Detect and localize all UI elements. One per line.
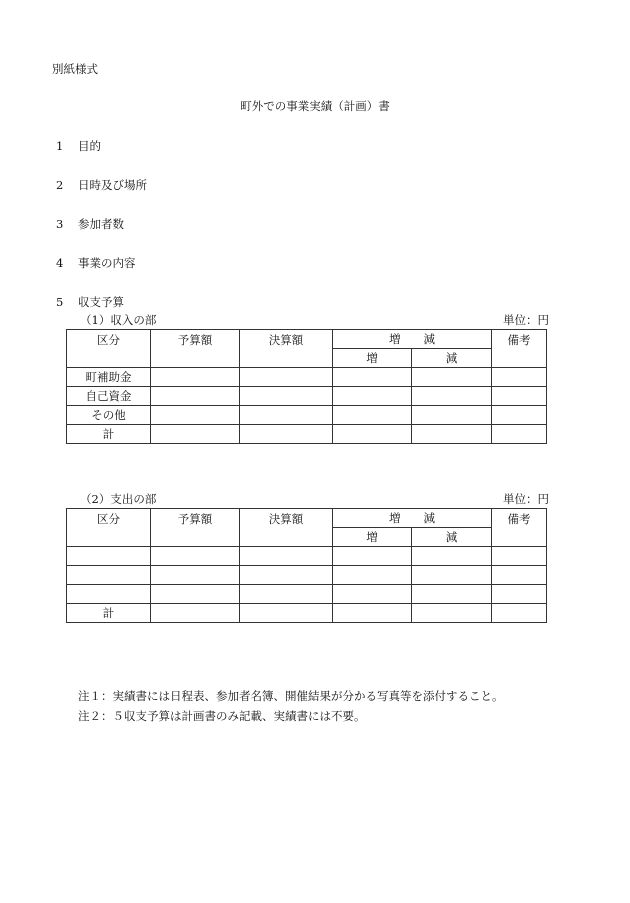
table-cell: [412, 387, 492, 406]
section-content: [56, 255, 136, 271]
income-unit-label: 単位：円: [503, 313, 549, 327]
header-change: 増 減: [333, 509, 492, 528]
header-remarks: 備考: [492, 509, 547, 547]
table-cell: [333, 585, 412, 604]
table-cell: [333, 387, 412, 406]
table-cell: [151, 406, 240, 425]
section-number: 1: [56, 139, 64, 153]
note-1: 注１：実績書には日程表、参加者名簿、開催結果が分かる写真等を添付すること。: [78, 689, 504, 703]
table-row-total: [67, 425, 547, 444]
table-cell: [240, 425, 333, 444]
table-cell: [333, 425, 412, 444]
header-settlement: 決算額: [240, 330, 333, 368]
table-row: [67, 585, 547, 604]
row-label: [67, 566, 151, 585]
section-participants: [56, 216, 124, 232]
table-cell: [240, 547, 333, 566]
table-cell: [151, 387, 240, 406]
section-number: 4: [56, 256, 64, 270]
section-number: 2: [56, 178, 64, 192]
table-cell: [333, 368, 412, 387]
section-number: 5: [56, 295, 64, 309]
table-cell: [412, 425, 492, 444]
row-label: その他: [67, 406, 151, 425]
income-table: [66, 329, 547, 444]
table-cell: [240, 406, 333, 425]
header-increase: 増: [333, 349, 412, 368]
table-cell: [240, 604, 333, 623]
table-cell: [333, 406, 412, 425]
table-row: [67, 547, 547, 566]
row-label: 計: [67, 604, 151, 623]
note-2: 注２：５収支予算は計画書のみ記載、実績書には不要。: [78, 709, 366, 723]
table-row: [67, 387, 547, 406]
table-cell: [412, 604, 492, 623]
table-cell: [240, 387, 333, 406]
section-budget: [56, 294, 124, 310]
table-cell: [333, 566, 412, 585]
notes: [78, 686, 504, 726]
row-label: 計: [67, 425, 151, 444]
table-cell: [412, 406, 492, 425]
table-row-total: [67, 604, 547, 623]
table-cell: [412, 368, 492, 387]
header-decrease: 減: [412, 349, 492, 368]
header-increase: 増: [333, 528, 412, 547]
table-cell: [333, 547, 412, 566]
table-header-row: [67, 509, 547, 528]
section-purpose: [56, 138, 101, 154]
table-cell: [412, 585, 492, 604]
section-label: 目的: [78, 139, 101, 153]
table-header-row: [67, 330, 547, 349]
table-cell: [151, 547, 240, 566]
income-section-label: （1）収入の部: [80, 313, 157, 327]
expense-section-label: （2）支出の部: [80, 492, 157, 506]
table-cell: [151, 368, 240, 387]
row-label: 町補助金: [67, 368, 151, 387]
table-row: [67, 406, 547, 425]
header-settlement: 決算額: [240, 509, 333, 547]
header-budget: 予算額: [151, 509, 240, 547]
table-cell: [333, 604, 412, 623]
row-label: 自己資金: [67, 387, 151, 406]
table-cell: [492, 368, 547, 387]
header-remarks: 備考: [492, 330, 547, 368]
table-cell: [151, 566, 240, 585]
header-change: 増 減: [333, 330, 492, 349]
row-label: [67, 547, 151, 566]
section-label: 収支予算: [78, 295, 124, 309]
section-label: 事業の内容: [78, 256, 136, 270]
table-cell: [492, 406, 547, 425]
section-number: 3: [56, 217, 64, 231]
table-cell: [151, 585, 240, 604]
section-label: 参加者数: [78, 217, 124, 231]
expense-table: [66, 508, 547, 623]
row-label: [67, 585, 151, 604]
table-cell: [240, 585, 333, 604]
table-cell: [492, 585, 547, 604]
section-label: 日時及び場所: [78, 178, 147, 192]
table-cell: [492, 387, 547, 406]
header-category: 区分: [67, 330, 151, 368]
table-cell: [151, 425, 240, 444]
table-row: [67, 368, 547, 387]
header-budget: 予算額: [151, 330, 240, 368]
expense-unit-label: 単位：円: [503, 492, 549, 506]
table-cell: [151, 604, 240, 623]
table-cell: [412, 547, 492, 566]
table-row: [67, 566, 547, 585]
section-datetime-place: [56, 177, 147, 193]
table-cell: [412, 566, 492, 585]
document-title: 町外での事業実績（計画）書: [240, 99, 390, 113]
table-cell: [492, 425, 547, 444]
table-cell: [492, 604, 547, 623]
form-label: 別紙様式: [52, 62, 98, 76]
table-cell: [492, 566, 547, 585]
table-cell: [240, 368, 333, 387]
header-category: 区分: [67, 509, 151, 547]
table-cell: [492, 547, 547, 566]
header-decrease: 減: [412, 528, 492, 547]
table-cell: [240, 566, 333, 585]
